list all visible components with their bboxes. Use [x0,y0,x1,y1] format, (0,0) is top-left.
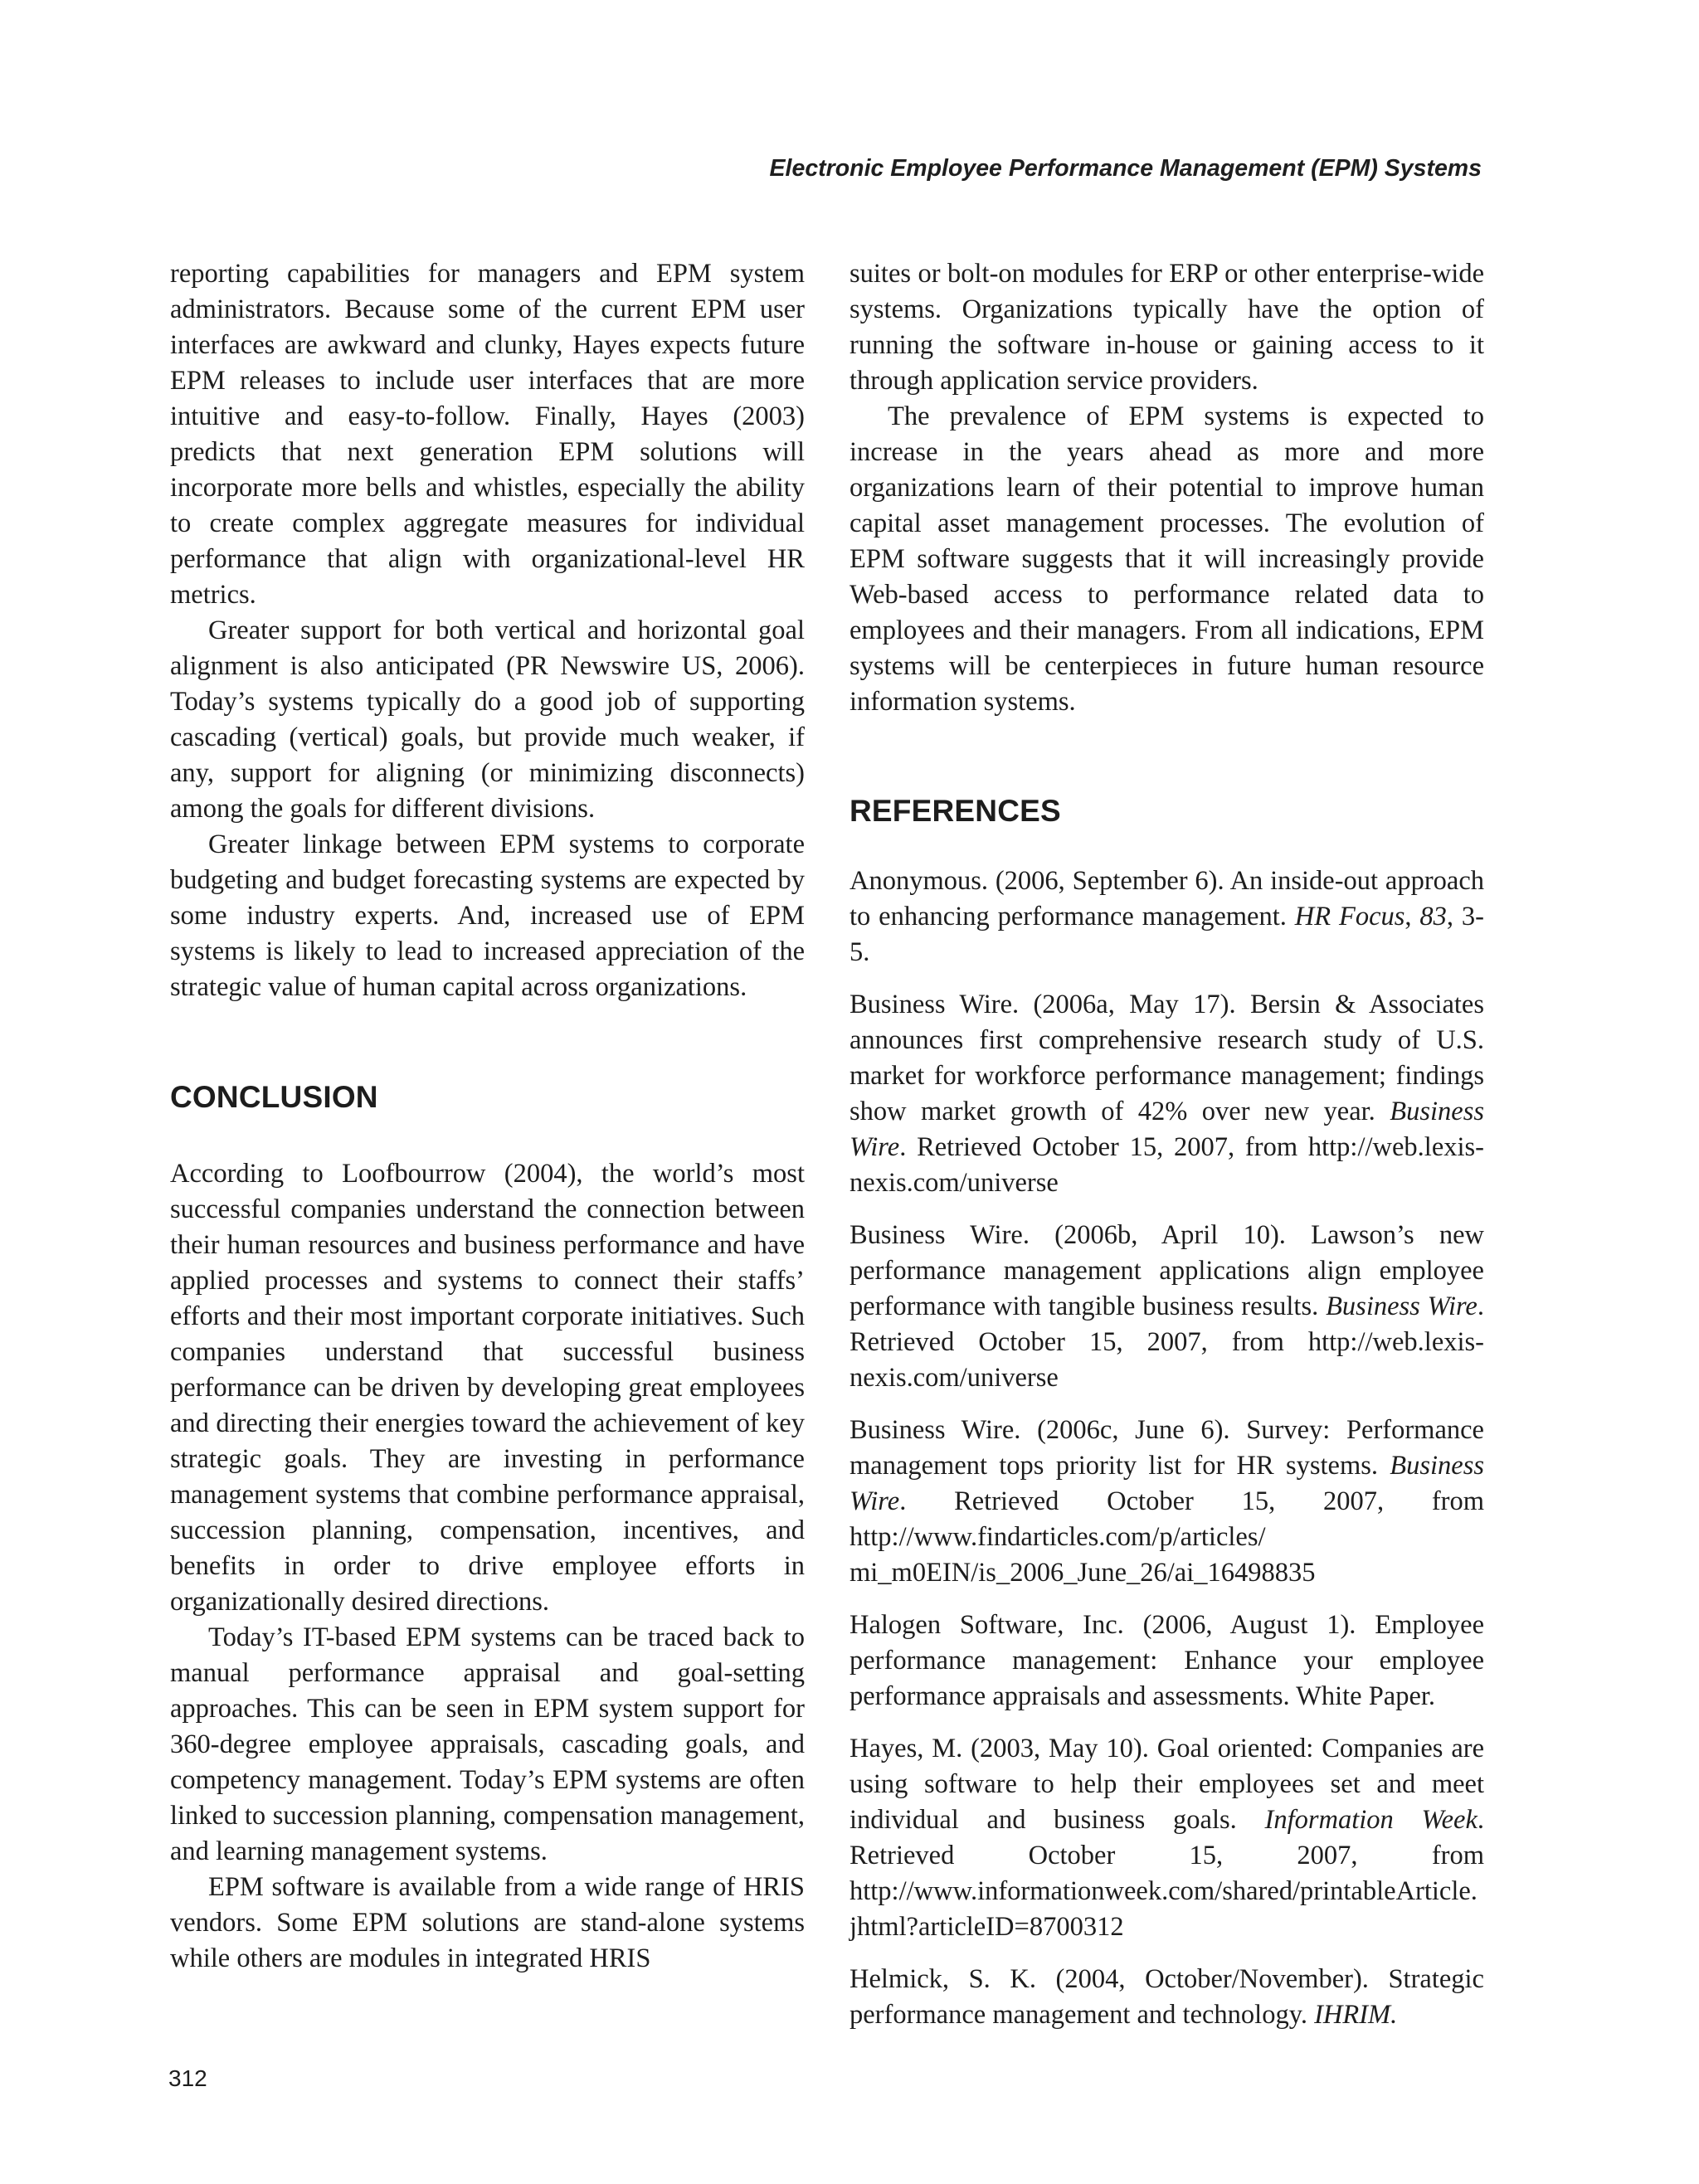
reference-text: , [1404,902,1420,931]
reference-italic: Business Wire [850,1451,1484,1516]
reference-entry [850,1218,1484,1396]
body-paragraph: Greater support for both vertical and horizontal goal alignment is also anticipated (PR Newswire US, 2006). Today’s systems typically do a good job of supporting cascading (vertical) goals, but provide much weaker, if any, support for aligning (or minimizing disconnects) among the goals for different divisions. [170,615,805,824]
body-paragraph: The prevalence of EPM systems is expected to increase in the years ahead as more and more organizations learn of their potential to improve human capital asset management processes. The evolution of EPM software suggests that it will increasingly provide Web-based access to performance related data to employees and their managers. From all indications, EPM systems will be centerpieces in future human resource information systems. [850,401,1484,717]
reference-text: . Retrieved October 15, 2007, from http://www.informationweek.com/shared/printableArticle.jhtml?articleID=8700312 [850,1805,1484,1942]
reference-list [850,863,1484,2033]
reference-entry [850,863,1484,970]
reference-text: Hayes, M. (2003, May 10). Goal oriented: Companies are using software to help their employees set and meet individual and business goals. [850,1734,1484,1835]
reference-italic: IHRIM. [1314,2000,1398,2030]
reference-entry [850,1731,1484,1945]
reference-text: , 3-5. [850,902,1484,967]
reference-text: Anonymous. (2006, September 6). An inside-out approach to enhancing performance management. [850,866,1484,931]
page-number: 312 [168,2065,207,2091]
reference-text: Business Wire. (2006b, April 10). Lawson’s new performance management applications align employee performance with tangible business results. [850,1220,1484,1321]
body-paragraph: According to Loofbourrow (2004), the world’s most successful companies understand the connection between their human resources and business performance and have applied processes and systems to connect their staffs’ efforts and their most important corporate initiatives. Such companies understand that successful business performance can be driven by developing great employees and directing their energies toward the achievement of key strategic goals. They are investing in performance management systems that combine performance appraisal, succession planning, compensation, incentives, and benefits in order to drive employee efforts in organizationally desired directions. [170,1159,805,1617]
reference-text: . Retrieved October 15, 2007, from http://web.lexis-nexis.com/universe [850,1291,1484,1393]
reference-italic: 83 [1419,902,1447,931]
reference-entry [850,987,1484,1201]
body-paragraph: EPM software is available from a wide range of HRIS vendors. Some EPM solutions are stand-alone systems while others are modules in integrated HRIS [170,1872,805,1973]
reference-entry [850,1413,1484,1591]
right-column [850,256,1484,2050]
body-paragraph: reporting capabilities for managers and EPM system administrators. Because some of the current EPM user interfaces are awkward and clunky, Hayes expects future EPM releases to include user interfaces that are more intuitive and easy-to-follow. Finally, Hayes (2003) predicts that next generation EPM solutions will incorporate more bells and whistles, especially the ability to create complex aggregate measures for individual performance that align with organizational-level HR metrics. [170,259,805,610]
reference-italic: Information Week [1264,1805,1477,1835]
reference-text: Halogen Software, Inc. (2006, August 1). Employee performance management: Enhance your employee performance appraisals and assessments. White Paper. [850,1610,1484,1711]
reference-italic: HR Focus [1294,902,1405,931]
reference-text: Business Wire. (2006c, June 6). Survey: Performance management tops priority list for HR systems. [850,1415,1484,1481]
conclusion-heading: CONCLUSION [170,1080,378,1114]
reference-text: Helmick, S. K. (2004, October/November). Strategic performance management and technology. [850,1964,1484,2030]
body-paragraph: Greater linkage between EPM systems to corporate budgeting and budget forecasting systems are expected by some industry experts. And, increased use of EPM systems is likely to lead to increased appreciation of the strategic value of human capital across organizations. [170,829,805,1002]
reference-entry [850,1608,1484,1715]
reference-text: . Retrieved October 15, 2007, from http://www.findarticles.com/p/articles/ mi_m0EIN/is_2006_June_26/ai_16498835 [850,1486,1484,1588]
reference-text: Business Wire. (2006a, May 17). Bersin & Associates announces first comprehensive research study of U.S. market for workforce performance management; findings show market growth of 42% over new year. [850,990,1484,1126]
body-paragraph: Today’s IT-based EPM systems can be traced back to manual performance appraisal and goal-setting approaches. This can be seen in EPM system support for 360-degree employee appraisals, cascading goals, and competency management. Today’s EPM systems are often linked to succession planning, compensation management, and learning management systems. [170,1622,805,1866]
reference-italic: Business Wire [1326,1291,1477,1321]
reference-text: . Retrieved October 15, 2007, from http://web.lexis-nexis.com/universe [850,1132,1484,1198]
body-paragraph: suites or bolt-on modules for ERP or other enterprise-wide systems. Organizations typically have the option of running the software in-house or gaining access to it through application service providers. [850,259,1484,396]
running-head: Electronic Employee Performance Management (EPM) Systems [769,155,1482,182]
left-column [170,256,805,1977]
reference-italic: Business Wire [850,1097,1484,1162]
references-heading: REFERENCES [850,794,1061,828]
reference-entry [850,1962,1484,2033]
